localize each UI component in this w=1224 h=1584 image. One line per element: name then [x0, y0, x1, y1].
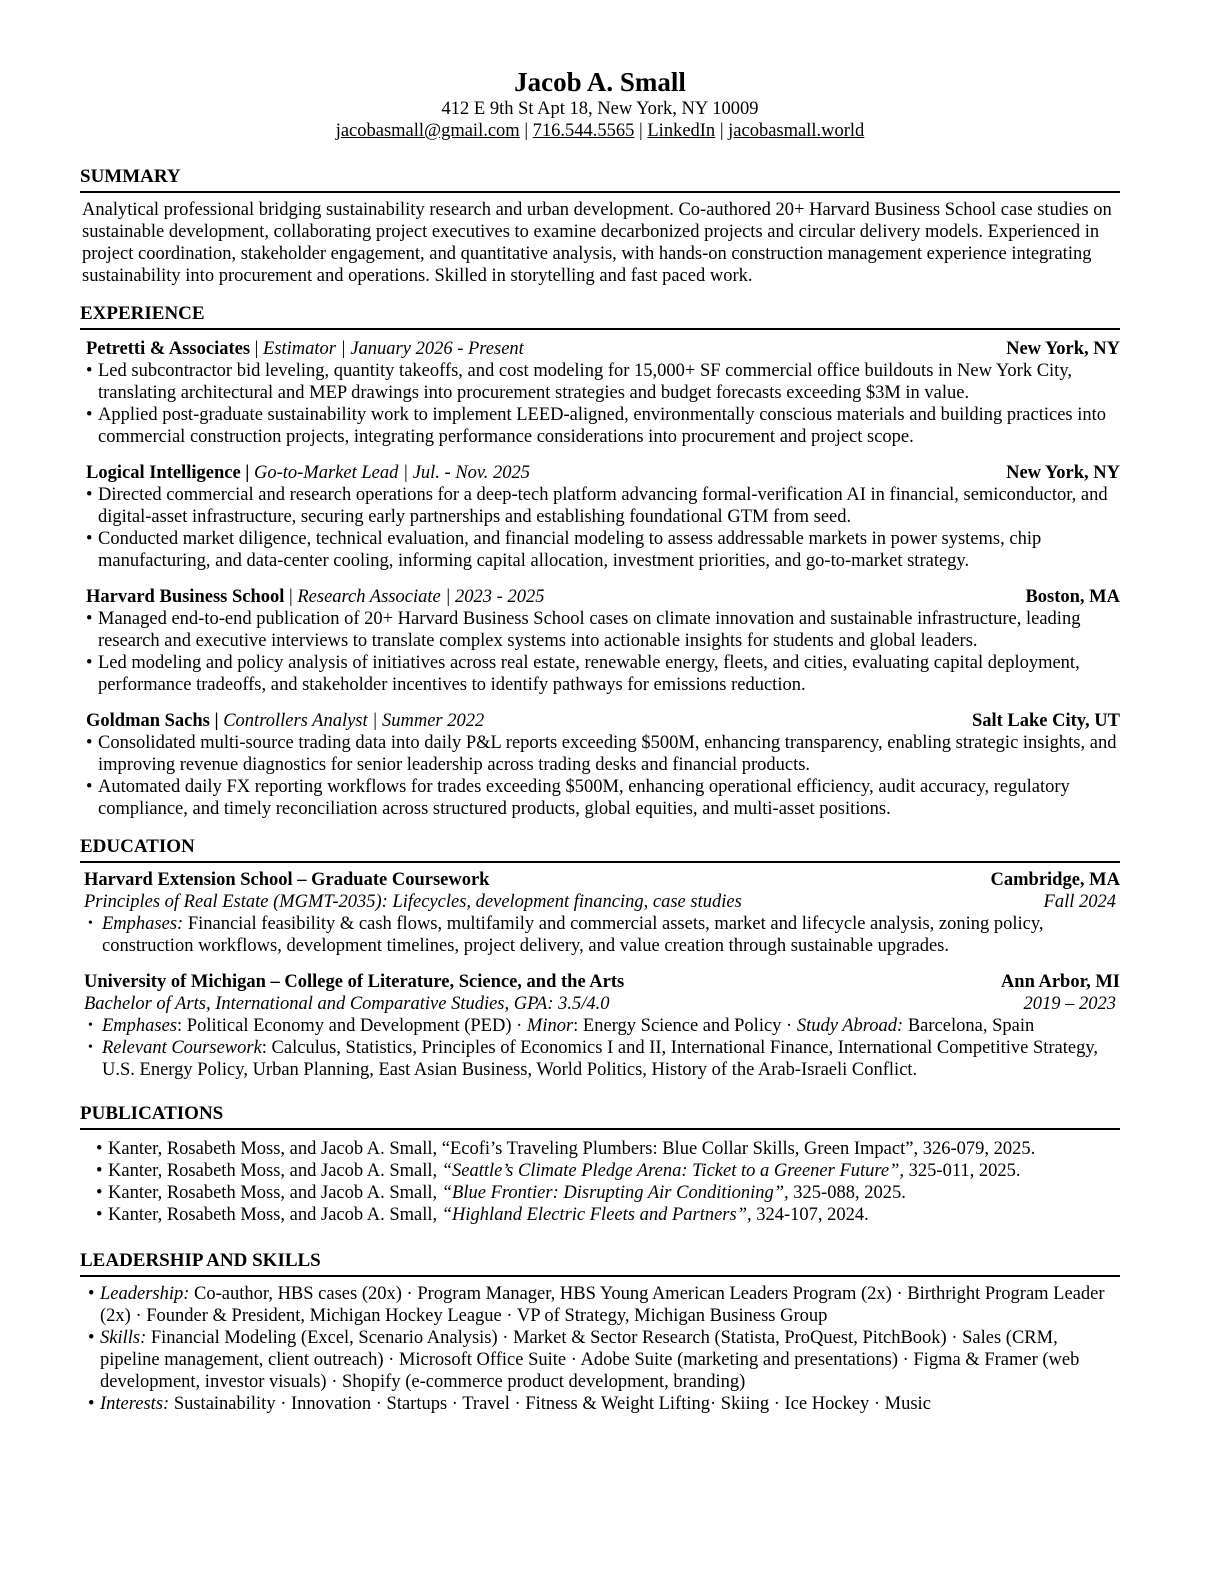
website-link[interactable]: jacobasmall.world [728, 121, 865, 141]
linkedin-link[interactable]: LinkedIn [647, 121, 716, 141]
item-label: Skills: [100, 1328, 147, 1348]
school-location: Ann Arbor, MI [1000, 972, 1120, 992]
job-location: Boston, MA [1025, 587, 1120, 607]
publication-number: 325-088, 2025. [788, 1183, 906, 1203]
job-role: Estimator | January 2026 - Present [263, 339, 524, 359]
publication-title: “Ecofi’s Traveling Plumbers: Blue Collar Skills, Green Impact” [441, 1139, 914, 1159]
job-entry [80, 462, 1120, 572]
separator: | [524, 121, 529, 141]
job-location: Salt Lake City, UT [971, 711, 1120, 731]
job-bullet: • Managed end-to-end publication of 20+ Harvard Business School cases on climate innovation and sustainable infrastructure, leading research and executive interviews to translate complex systems into actionable insights for students and global leaders. [86, 608, 1120, 652]
bullet-label: Emphases: [102, 914, 184, 934]
job-header [86, 710, 1120, 732]
school-row [84, 869, 1120, 891]
school-program: Bachelor of Arts, International and Comparative Studies, GPA: 3.5/4.0 [84, 994, 610, 1014]
school-location: Cambridge, MA [990, 870, 1120, 890]
publication-title: “Highland Electric Fleets and Partners”, [441, 1205, 752, 1225]
publication-item [80, 1182, 1120, 1204]
job-org: Goldman Sachs | [86, 711, 219, 731]
education-entry [80, 971, 1120, 1081]
publication-authors: Kanter, Rosabeth Moss, and Jacob A. Small, [108, 1161, 442, 1181]
bullet-label: Relevant Coursework [102, 1038, 262, 1058]
resume-header [80, 64, 1120, 142]
job-header: Harvard Business School | Research Associate | 2023 - 2025 Boston, MA [86, 587, 1120, 607]
publication-title: “Seattle’s Climate Pledge Arena: Ticket to a Greener Future”, [441, 1161, 905, 1181]
address: 412 E 9th St Apt 18, New York, NY 10009 [441, 99, 759, 119]
job-entry [80, 338, 1120, 448]
education-bullets [84, 1015, 1120, 1081]
publication-authors: Kanter, Rosabeth Moss, and Jacob A. Small, [108, 1139, 442, 1159]
job-entry [80, 710, 1120, 820]
item-label: Interests: [100, 1394, 170, 1414]
school-date: 2019 – 2023 [1023, 994, 1116, 1014]
summary-text: Analytical professional bridging sustainability research and urban development. Co-authored 20+ Harvard Business School case studies on sustainable development, collaborating project executives to examine decarbonized projects and circular delivery models. Experienced in project coordination, stakeholder engagement, and quantitative analysis, with hands-on construction management experience integrating sustainability into procurement and operations. Skilled in storytelling and fast paced work. [82, 200, 1112, 286]
job-bullets [86, 484, 1120, 572]
phone-link[interactable]: 716.544.5565 [532, 121, 635, 141]
job-bullets [86, 608, 1120, 696]
publication-item [80, 1160, 1120, 1182]
job-role: Research Associate | 2023 - 2025 [297, 587, 545, 607]
bullet-label: Study Abroad: [796, 1016, 904, 1036]
bullet-text: Barcelona, Spain [903, 1016, 1035, 1036]
leadership-list [80, 1283, 1120, 1415]
item-text: Co-author, HBS cases (20x) · Program Manager, HBS Young American Leaders Program (2x) · Birthright Program Leader (2x) · Founder & President, Michigan Hockey League · VP of Strategy, Michigan Business Group [100, 1284, 1105, 1326]
bullet-text: : Political Economy and Development (PED) · [177, 1016, 527, 1036]
bullet-text: : Energy Science and Policy · [573, 1016, 797, 1036]
publications-heading: PUBLICATIONS [80, 1103, 1120, 1130]
publication-title: “Blue Frontier: Disrupting Air Conditioning”, [441, 1183, 789, 1203]
job-role: Go-to-Market Lead | Jul. - Nov. 2025 [253, 463, 531, 483]
contact-line [80, 120, 1120, 142]
school-row [84, 971, 1120, 993]
experience-heading: EXPERIENCE [80, 303, 1120, 330]
job-bullet: • Led subcontractor bid leveling, quantity takeoffs, and cost modeling for 15,000+ SF commercial office buildouts in New York City, translating architectural and MEP drawings into procurement strategies and budget forecasts exceeding $3M in value. [86, 360, 1120, 404]
publication-authors: Kanter, Rosabeth Moss, and Jacob A. Small, [108, 1205, 442, 1225]
publication-list [80, 1138, 1120, 1226]
leadership-item [80, 1283, 1120, 1327]
job-entry [80, 586, 1120, 696]
summary-heading: SUMMARY [80, 166, 1120, 193]
job-location: New York, NY [1006, 463, 1120, 483]
email-link[interactable]: jacobasmall@gmail.com [335, 121, 520, 141]
school-name: Harvard Extension School – Graduate Coursework [84, 870, 490, 890]
job-header: Petretti & Associates | Estimator | January 2026 - Present New York, NY [86, 339, 1120, 359]
job-bullet: • Consolidated multi-source trading data into daily P&L reports exceeding $500M, enhancing transparency, enabling strategic insights, and improving revenue diagnostics for senior leadership across trading desks and financial products. [86, 732, 1120, 776]
publication-item [80, 1204, 1120, 1226]
job-bullet: • Directed commercial and research operations for a deep-tech platform advancing formal-verification AI in financial, semiconductor, and digital-asset infrastructure, securing early partnerships and establishing foundational GTM from seed. [86, 484, 1120, 528]
job-bullet: • Automated daily FX reporting workflows for trades exceeding $500M, enhancing operational efficiency, audit accuracy, regulatory compliance, and timely reconciliation across structured products, global equities, and multi-asset positions. [86, 776, 1120, 820]
publication-number: , 326-079, 2025. [913, 1139, 1036, 1159]
bullet-text: : Calculus, Statistics, Principles of Economics I and II, International Finance, International Competitive Strategy, U.S. Energy Policy, Urban Planning, East Asian Business, World Politics, History of the Arab-Israeli Conflict. [102, 1038, 1099, 1080]
job-org: Logical Intelligence | [86, 463, 250, 483]
education-bullets [84, 913, 1120, 957]
publication-item [80, 1138, 1120, 1160]
job-role: Controllers Analyst | Summer 2022 [223, 711, 485, 731]
publication-authors: Kanter, Rosabeth Moss, and Jacob A. Small, [108, 1183, 442, 1203]
bullet-label: Emphases [102, 1016, 178, 1036]
separator: | [639, 121, 643, 141]
school-date: Fall 2024 [1043, 892, 1116, 912]
job-org: Petretti & Associates [86, 339, 251, 359]
program-row [84, 993, 1120, 1015]
bullet-text: Financial feasibility & cash flows, multifamily and commercial assets, market and lifecycle analysis, zoning policy, construction workflows, development timelines, project delivery, and value creation through sustainable upgrades. [102, 914, 1044, 956]
item-text: Financial Modeling (Excel, Scenario Analysis) · Market & Sector Research (Statista, ProQuest, PitchBook) · Sales (CRM, pipeline management, client outreach) · Microsoft Office Suite · Adobe Suite (marketing and presentations) · Figma & Framer (web development, investor visuals) · Shopify (e-commerce product development, branding) [100, 1328, 1080, 1392]
separator: | [719, 121, 724, 141]
job-location: New York, NY [1006, 339, 1120, 359]
job-bullet: • Applied post-graduate sustainability work to implement LEED-aligned, environmentally conscious materials and building practices into commercial construction projects, integrating performance considerations into procurement and project scope. [86, 404, 1120, 448]
job-bullets [86, 732, 1120, 820]
education-heading: EDUCATION [80, 836, 1120, 863]
publication-number: 324-107, 2024. [751, 1205, 869, 1225]
education-entry [80, 869, 1120, 957]
school-program: Principles of Real Estate (MGMT-2035): Lifecycles, development financing, case studies [84, 892, 742, 912]
skills-item [80, 1327, 1120, 1393]
item-label: Leadership: [100, 1284, 190, 1304]
interests-item [80, 1393, 1120, 1415]
candidate-name: Jacob A. Small [514, 67, 686, 97]
bullet-label: Minor [526, 1016, 574, 1036]
job-bullets [86, 360, 1120, 448]
education-bullet [84, 1037, 1120, 1081]
job-bullet: • Conducted market diligence, technical evaluation, and financial modeling to assess addressable markets in power systems, chip manufacturing, and data-center cooling, informing capital allocation, investment priorities, and go-to-market strategy. [86, 528, 1120, 572]
program-row [84, 891, 1120, 913]
job-bullet: • Led modeling and policy analysis of initiatives across real estate, renewable energy, fleets, and cities, evaluating capital deployment, performance tradeoffs, and stakeholder incentives to identify pathways for emissions reduction. [86, 652, 1120, 696]
education-bullet [84, 913, 1120, 957]
leadership-heading: LEADERSHIP AND SKILLS [80, 1250, 1120, 1277]
job-org: Harvard Business School [86, 587, 285, 607]
school-name: University of Michigan – College of Literature, Science, and the Arts [84, 972, 625, 992]
item-text: Sustainability · Innovation · Startups · Travel · Fitness & Weight Lifting· Skiing · Ice Hockey · Music [169, 1394, 931, 1414]
education-bullet [84, 1015, 1120, 1037]
publication-number: 325-011, 2025. [904, 1161, 1021, 1181]
job-header [86, 462, 1120, 484]
